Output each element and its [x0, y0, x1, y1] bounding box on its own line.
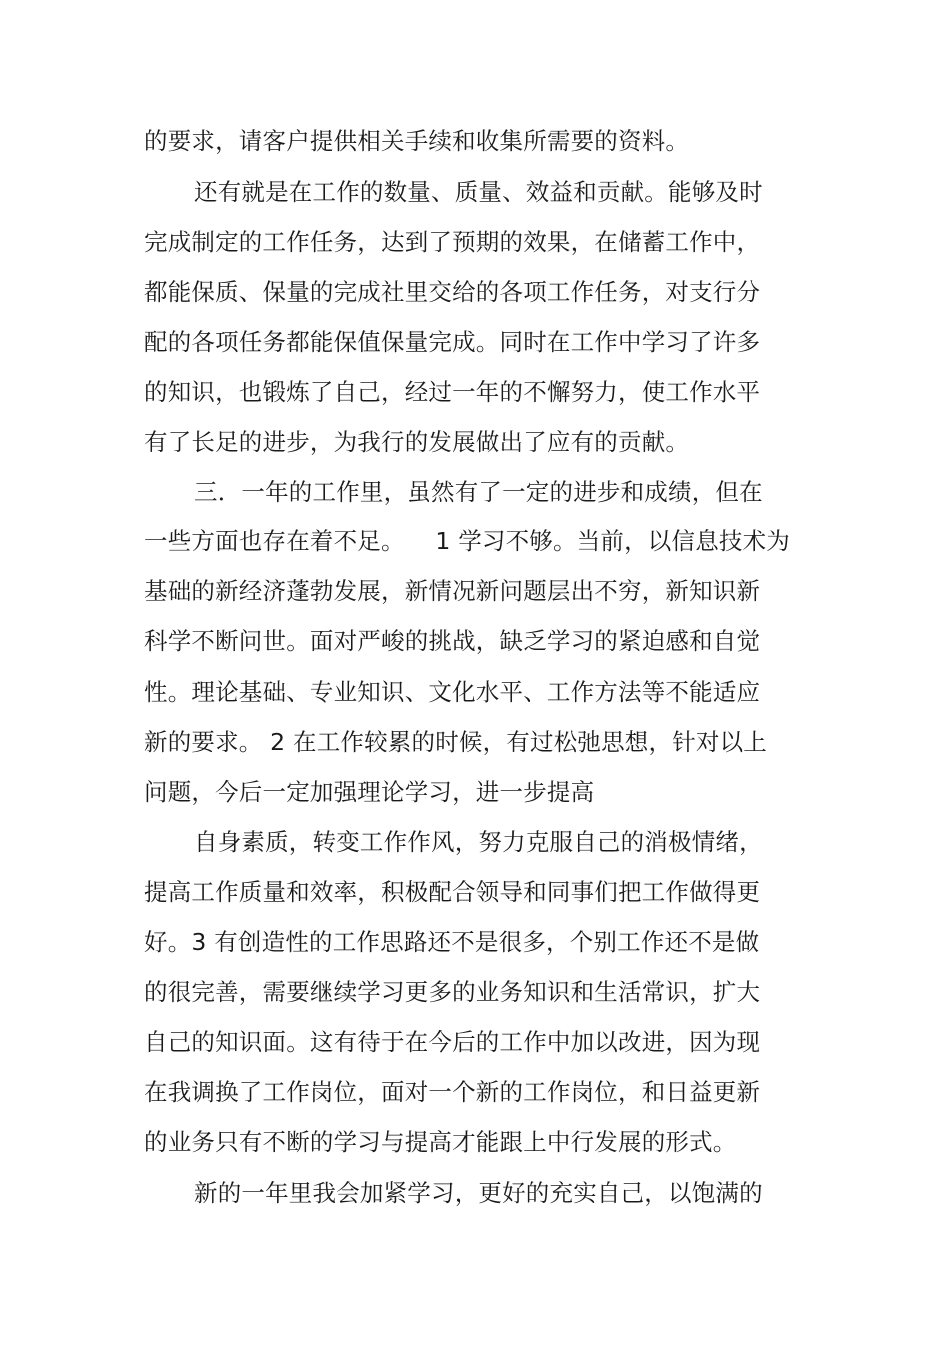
paragraph-start-line: 三．一年的工作里，虽然有了一定的进步和成绩，但在	[194, 478, 763, 506]
text-line: 在我调换了工作岗位，面对一个新的工作岗位，和日益更新	[144, 1078, 761, 1106]
text-line: 有了长足的进步，为我行的发展做出了应有的贡献。	[144, 428, 690, 456]
text-line: 自己的知识面。这有待于在今后的工作中加以改进，因为现	[144, 1028, 761, 1056]
text-line: 的知识，也锻炼了自己，经过一年的不懈努力，使工作水平	[144, 378, 761, 406]
text-line: 问题，今后一定加强理论学习，进一步提高	[144, 778, 595, 806]
text-line: 完成制定的工作任务，达到了预期的效果，在储蓄工作中，	[144, 228, 761, 256]
text-line: 提高工作质量和效率，积极配合领导和同事们把工作做得更	[144, 878, 761, 906]
paragraph-start-line: 还有就是在工作的数量、质量、效益和贡献。能够及时	[194, 178, 763, 206]
text-line: 新的要求。 2 在工作较累的时候，有过松弛思想，针对以上	[144, 728, 767, 756]
text-line: 的业务只有不断的学习与提高才能跟上中行发展的形式。	[144, 1128, 737, 1156]
text-line: 一些方面也存在着不足。 1 学习不够。当前，以信息技术为	[144, 527, 791, 555]
text-line: 好。3 有创造性的工作思路还不是很多，个别工作还不是做	[144, 928, 760, 956]
text-line: 科学不断问世。面对严峻的挑战，缺乏学习的紧迫感和自觉	[144, 627, 761, 655]
text-line: 基础的新经济蓬勃发展，新情况新问题层出不穷，新知识新	[144, 577, 761, 605]
text-line: 性。理论基础、专业知识、文化水平、工作方法等不能适应	[144, 678, 761, 706]
text-line: 配的各项任务都能保值保量完成。同时在工作中学习了许多	[144, 328, 761, 356]
text-line: 的很完善，需要继续学习更多的业务知识和生活常识，扩大	[144, 978, 761, 1006]
paragraph-start-line: 自身素质，转变工作作风，努力克服自己的消极情绪，	[194, 828, 763, 856]
text-line: 都能保质、保量的完成社里交给的各项工作任务，对支行分	[144, 278, 761, 306]
text-line: 的要求，请客户提供相关手续和收集所需要的资料。	[144, 127, 690, 155]
paragraph-start-line: 新的一年里我会加紧学习，更好的充实自己，以饱满的	[194, 1179, 763, 1207]
